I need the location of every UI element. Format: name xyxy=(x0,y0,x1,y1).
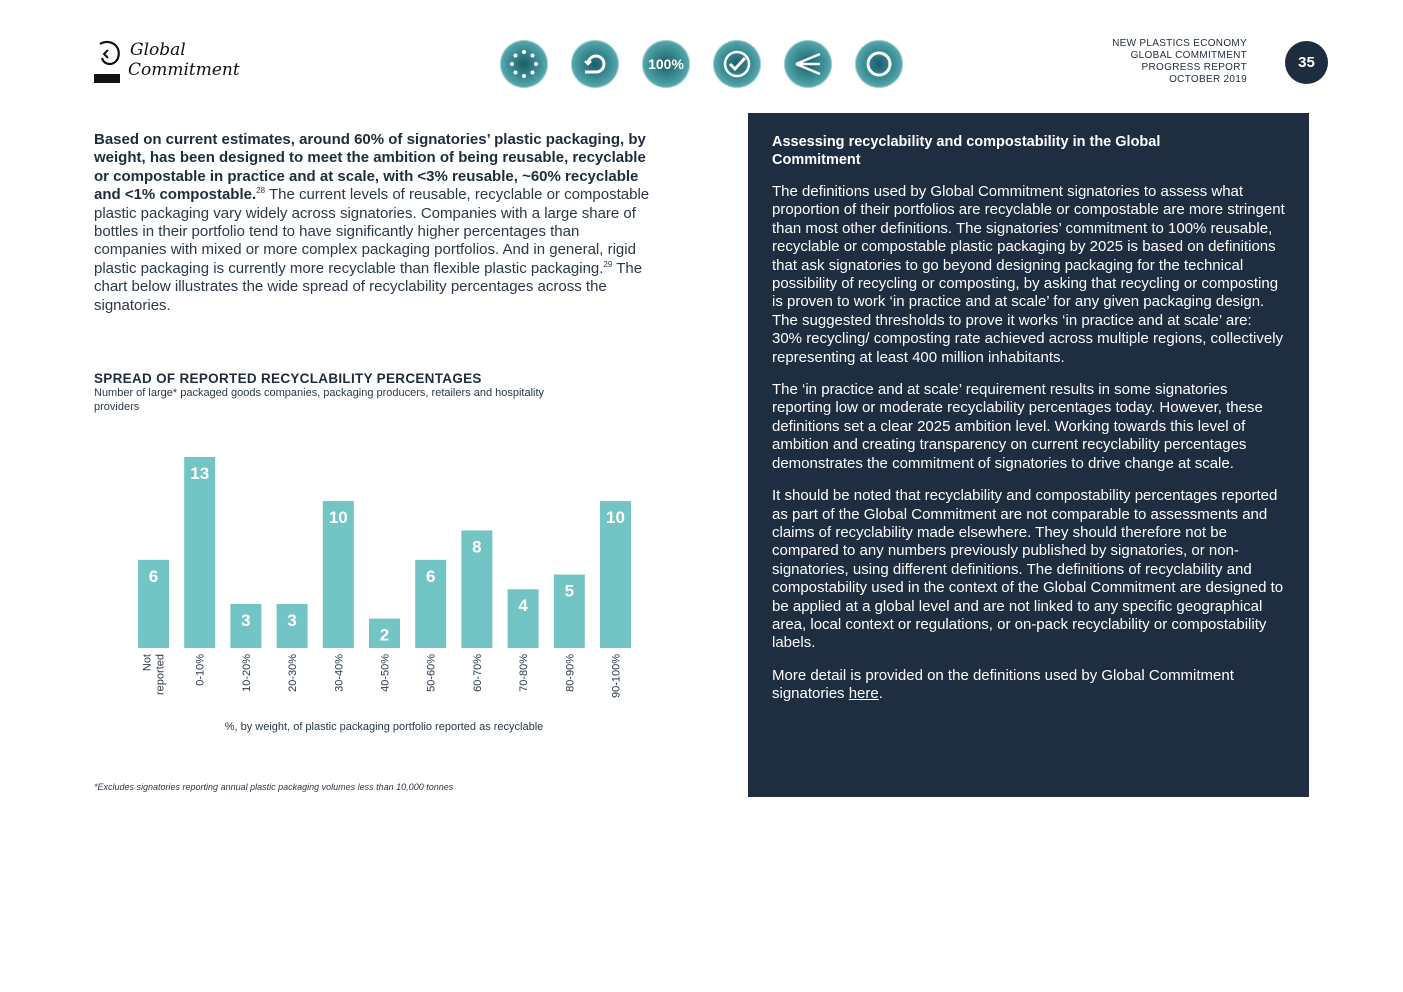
panel-paragraph-2: The ‘in practice and at scale’ requirement results in some signatories reporting low or moderate recyclability percentages today. However, these definitions set a clear 2025 ambition level. Working towards this level of ambition and creating transparency on current recyclability percentages demonstrates the commitment of signatories to drive change at scale. xyxy=(772,381,1263,472)
bar-value-label-3: 3 xyxy=(287,610,297,630)
flow-arrows-icon xyxy=(784,40,832,88)
x-tick-label-3: 20-30% xyxy=(287,654,300,692)
hundred-percent-label: 100% xyxy=(648,56,684,72)
panel-paragraph-4-text: More detail is provided on the definitions used by Global Commitment signatories xyxy=(772,666,1234,703)
definitions-link[interactable]: here xyxy=(848,685,879,703)
intro-body: The current levels of reusable, recyclable or compostable plastic packaging vary widely across signatories. Companies with a large share of bottles in their portfolio tend to have significantly higher percentages than companies with mixed or more complex packaging portfolios. And in general, rigid plastic packaging is currently more recyclable than flexible plastic packaging. xyxy=(94,186,650,277)
logo-line-1: Global xyxy=(130,40,186,60)
bar-value-label-6: 6 xyxy=(425,566,436,586)
chart-title: SPREAD OF REPORTED RECYCLABILITY PERCENTAGES xyxy=(94,371,482,386)
panel-title: Assessing recyclability and compostability in the Global Commitment xyxy=(772,134,1161,168)
footnote-ref-28: 28 xyxy=(256,186,266,196)
bar-value-label-7: 8 xyxy=(472,537,482,557)
chart-subtitle: Number of large* packaged goods companies, packaging producers, retailers and hospitality providers xyxy=(94,387,545,413)
reuse-arrow-icon xyxy=(571,40,619,88)
bar-value-label-2: 3 xyxy=(241,610,251,630)
x-tick-label-5: 40-50% xyxy=(379,654,392,692)
intro-paragraph xyxy=(94,131,654,315)
footnote-ref-29: 29 xyxy=(603,259,613,269)
logo-line-2: Commitment xyxy=(128,60,240,80)
recyclability-bar-chart xyxy=(100,440,660,730)
bar-value-label-5: 2 xyxy=(379,625,390,645)
x-tick-label-9: 80-90% xyxy=(564,654,577,692)
bar-value-label-1: 13 xyxy=(190,464,210,483)
definitions-panel xyxy=(748,113,1309,797)
bar-value-label-4: 10 xyxy=(328,508,348,528)
page-number: 35 xyxy=(1298,54,1315,71)
x-tick-label-6: 50-60% xyxy=(425,654,438,692)
panel-paragraph-4-end: . xyxy=(878,685,883,703)
panel-paragraph-1: The definitions used by Global Commitment signatories to assess what proportion of their portfolios are recyclable or compostable are more stringent than most other definitions. The signatories’ commitment to 100% reusable, recyclable or compostable plastic packaging by 2025 is based on definitions that ask signatories to go beyond designing packaging for the technical possibility of recycling or composting, by asking that recycling or composting is proven to work ‘in practice and at scale’ for any given packaging design. The suggested thresholds to prove it works ‘in practice and at scale’ are: 30% recycling/ composting rate achieved across multiple regions, collectively representing at least 400 million inhabitants. xyxy=(772,183,1285,366)
intro-bold: Based on current estimates, around 60% of signatories’ plastic packaging, by weight, has been designed to meet the ambition of being reusable, recyclable or compostable in practice and at scale, with <3% reusable, ~60% recyclable and <1% compostable. xyxy=(94,131,646,204)
circular-dots-icon xyxy=(500,40,548,88)
bar-value-label-9: 5 xyxy=(564,581,575,601)
x-tick-label-8: 70-80% xyxy=(518,654,531,692)
ring-icon xyxy=(855,40,903,88)
header-line-3: PROGRESS REPORT xyxy=(1141,62,1247,73)
chart-footnote: *Excludes signatories reporting annual plastic packaging volumes less than 10,000 tonnes xyxy=(94,782,454,792)
x-tick-label-2: 10-20% xyxy=(240,654,253,692)
global-commitment-logo xyxy=(92,38,240,88)
page-number-badge xyxy=(1285,41,1328,84)
x-tick-label-7: 60-70% xyxy=(471,654,484,692)
logo-mark-icon xyxy=(92,38,128,88)
hundred-percent-icon xyxy=(642,40,690,88)
chart-x-axis-title: %, by weight, of plastic packaging portfolio reported as recyclable xyxy=(224,721,544,733)
panel-paragraph-4 xyxy=(772,667,1285,704)
bar-1 xyxy=(184,457,215,648)
report-header xyxy=(1112,38,1247,86)
checkmark-icon xyxy=(713,40,761,88)
bar-value-label-0: 6 xyxy=(148,566,159,586)
header-line-2: GLOBAL COMMITMENT xyxy=(1130,50,1247,61)
header-line-1: NEW PLASTICS ECONOMY xyxy=(1112,38,1247,49)
logo-wordmark xyxy=(130,40,240,80)
x-tick-label-0: Notreported xyxy=(141,654,167,695)
intro-body-end: The chart below illustrates the wide spread of recyclability percentages across the signatories. xyxy=(94,259,643,314)
x-tick-label-10: 90-100% xyxy=(610,654,623,699)
x-tick-label-1: 0-10% xyxy=(194,654,207,686)
bar-value-label-8: 4 xyxy=(518,596,528,616)
header-line-4: OCTOBER 2019 xyxy=(1169,74,1247,85)
bar-value-label-10: 10 xyxy=(606,508,625,528)
x-tick-label-4: 30-40% xyxy=(333,654,346,692)
panel-paragraph-3: It should be noted that recyclability and compostability percentages reported as part of the Global Commitment are not comparable to assessments and claims of recyclability made elsewhere. They should therefore not be compared to any numbers previously published by signatories, or non-signatories, using different definitions. The definitions of recyclability and compostability used in the context of the Global Commitment are designed to be applied at a global level and are not linked to any specific geographical area, local context or regulations, or on-pack recyclability or compostability labels. xyxy=(772,487,1284,652)
